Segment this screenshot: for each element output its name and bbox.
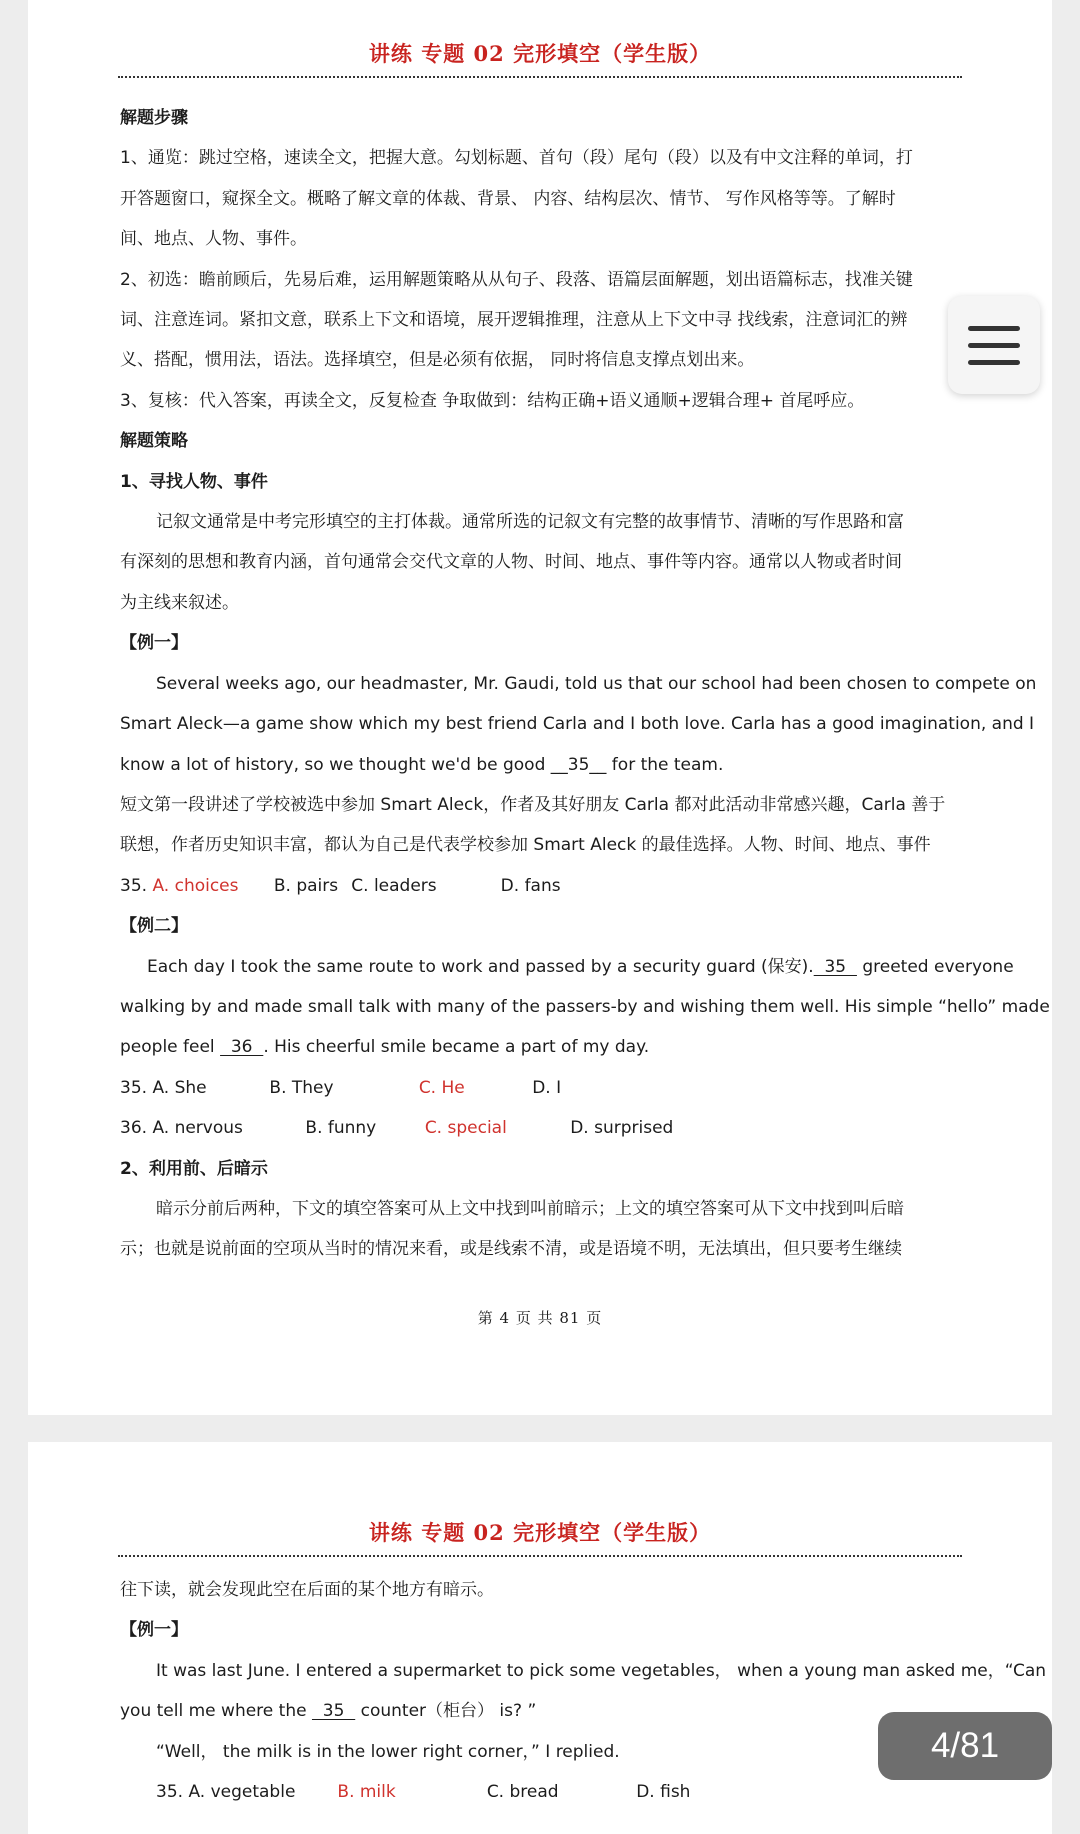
- question-number: 35.: [120, 875, 148, 896]
- option-d: D. surprised: [570, 1118, 674, 1139]
- example1-question-35: [120, 1772, 988, 1812]
- example2-line-1: [120, 947, 1014, 987]
- document-header-title: 讲练 专题 02 完形填空（学生版）: [118, 1517, 962, 1557]
- menu-button[interactable]: [948, 296, 1040, 394]
- strategy1-paragraph-line-3: 为主线来叙述。: [120, 592, 239, 613]
- strategy2-paragraph-line-2: 示；也就是说前面的空项从当时的情况来看，或是线索不清，或是语境不明，无法填出，但只要考生继续: [120, 1239, 902, 1260]
- strategy1-paragraph-line-1: 记叙文通常是中考完形填空的主打体裁。通常所选的记叙文有完整的故事情节、清晰的写作思路和富: [156, 512, 904, 533]
- strategy1-paragraph-line-2: 有深刻的思想和教育内涵，首句通常会交代文章的人物、时间、地点、事件等内容。通常以人物或者时间: [120, 552, 902, 573]
- document-page-4: [28, 0, 1052, 1415]
- example1-question-35: [120, 866, 988, 906]
- example2-question-36: [120, 1108, 988, 1148]
- option-a: 35. A. She: [120, 1077, 207, 1098]
- example1-line-1: It was last June. I entered a supermarket to pick some vegetables， when a young man asked me，“Can: [156, 1660, 1047, 1681]
- example2-line-3-end: . His cheerful smile became a part of my day.: [263, 1037, 650, 1058]
- example2-line-3-text: people feel: [120, 1037, 221, 1058]
- step2-line-1: 2、初选：瞻前顾后，先易后难，运用解题策略从从句子、段落、语篇层面解题，划出语篇标志，找准关键: [120, 269, 913, 290]
- hamburger-menu-icon-bar: [968, 360, 1020, 365]
- option-b: B. funny: [305, 1118, 377, 1139]
- option-b-answer: B. milk: [337, 1782, 396, 1803]
- example1-line-2-end: counter（柜台） is? ”: [355, 1701, 537, 1722]
- option-c: C. bread: [486, 1782, 559, 1803]
- example1-line-2: [120, 1691, 988, 1731]
- strategy2-heading: 2、利用前、后暗示: [120, 1158, 268, 1179]
- blank-36: 36: [220, 1037, 264, 1058]
- example1-label: 【例一】: [120, 633, 188, 654]
- example1-line-3-text: know a lot of history, so we thought we'd be good: [120, 754, 551, 775]
- document-header-title: 讲练 专题 02 完形填空（学生版）: [118, 38, 962, 78]
- section-heading-steps: 解题步骤: [120, 108, 188, 128]
- option-a: 35. A. vegetable: [156, 1782, 296, 1803]
- option-b: B. They: [269, 1077, 334, 1098]
- example1-line-1: Several weeks ago, our headmaster, Mr. Gaudi, told us that our school had been chosen to compete on: [156, 673, 1037, 694]
- example1-chinese-line-1: 短文第一段讲述了学校被选中参加 Smart Aleck，作者及其好朋友 Carla 都对此活动非常感兴趣，Carla 善于: [120, 794, 946, 815]
- step1-line-2: 开答题窗口，窥探全文。概略了解文章的体裁、背景、 内容、结构层次、情节、 写作风格等等。了解时: [120, 188, 896, 209]
- page-body: [120, 1570, 1047, 1812]
- option-d: D. fish: [636, 1782, 691, 1803]
- step1-line-3: 间、地点、人物、事件。: [120, 229, 307, 250]
- example2-line-3: [120, 1027, 988, 1067]
- step3-line-1: 3、复核：代入答案，再读全文，反复检查 争取做到：结构正确+语义通顺+逻辑合理+ 首尾呼应。: [120, 390, 865, 411]
- blank-35: 35: [813, 956, 857, 977]
- strategy1-heading: 1、寻找人物、事件: [120, 471, 268, 492]
- example2-line-1-text: Each day I took the same route to work and passed by a security guard (保安).: [147, 956, 814, 977]
- option-c-answer: C. He: [418, 1077, 465, 1098]
- hamburger-menu-icon: [968, 326, 1020, 331]
- example1-line-3-end: for the team.: [606, 754, 724, 775]
- example2-question-35: [120, 1068, 988, 1108]
- example1-chinese-line-2: 联想，作者历史知识丰富，都认为自己是代表学校参加 Smart Aleck 的最佳选择。人物、时间、地点、事件: [120, 835, 931, 856]
- step2-line-3: 义、搭配，惯用法，语法。选择填空，但是必须有依据， 同时将信息支撑点划出来。: [120, 350, 755, 371]
- option-c-answer: C. special: [424, 1118, 507, 1139]
- option-b: B. pairs: [273, 875, 339, 896]
- example1-line-3: [120, 745, 988, 785]
- option-d: D. fans: [500, 875, 561, 896]
- example2-line-2: walking by and made small talk with many of the passers-by and wishing them well. His simple “hello” made: [120, 996, 1050, 1017]
- blank-35: 35: [311, 1701, 356, 1722]
- option-d: D. I: [532, 1077, 562, 1098]
- example1-line-2-text: you tell me where the: [120, 1701, 312, 1722]
- example1-line-2: Smart Aleck—a game show which my best friend Carla and I both love. Carla has a good imagination, and I: [120, 714, 1035, 735]
- option-a-answer: A. choices: [152, 875, 239, 896]
- page-body: [120, 98, 1050, 1270]
- example2-line-1-end: greeted everyone: [856, 956, 1014, 977]
- step1-line-1: 1、通览：跳过空格，速读全文，把握大意。勾划标题、首句（段）尾句（段）以及有中文注释的单词，打: [120, 148, 913, 169]
- example2-label: 【例二】: [120, 916, 188, 937]
- blank-35: __35__: [550, 754, 607, 775]
- strategy2-paragraph-line-1: 暗示分前后两种，下文的填空答案可从上文中找到叫前暗示；上文的填空答案可从下文中找到叫后暗: [156, 1198, 904, 1219]
- option-a: 36. A. nervous: [120, 1118, 243, 1139]
- section-heading-strategy: 解题策略: [120, 431, 188, 452]
- example1-line-3: “Well， the milk is in the lower right corner，” I replied.: [156, 1741, 620, 1762]
- step2-line-2: 词、注意连词。紧扣文意，联系上下文和语境，展开逻辑推理，注意从上下文中寻 找线索，注意词汇的辨: [120, 310, 908, 331]
- continuation-line: 往下读，就会发现此空在后面的某个地方有暗示。: [120, 1580, 494, 1600]
- example1-label: 【例一】: [120, 1620, 188, 1641]
- page-footer: 第 4 页 共 81 页: [477, 1309, 603, 1327]
- option-c: C. leaders: [351, 875, 437, 896]
- page-indicator[interactable]: 4/81: [878, 1712, 1052, 1780]
- hamburger-menu-icon-bar: [968, 343, 1020, 348]
